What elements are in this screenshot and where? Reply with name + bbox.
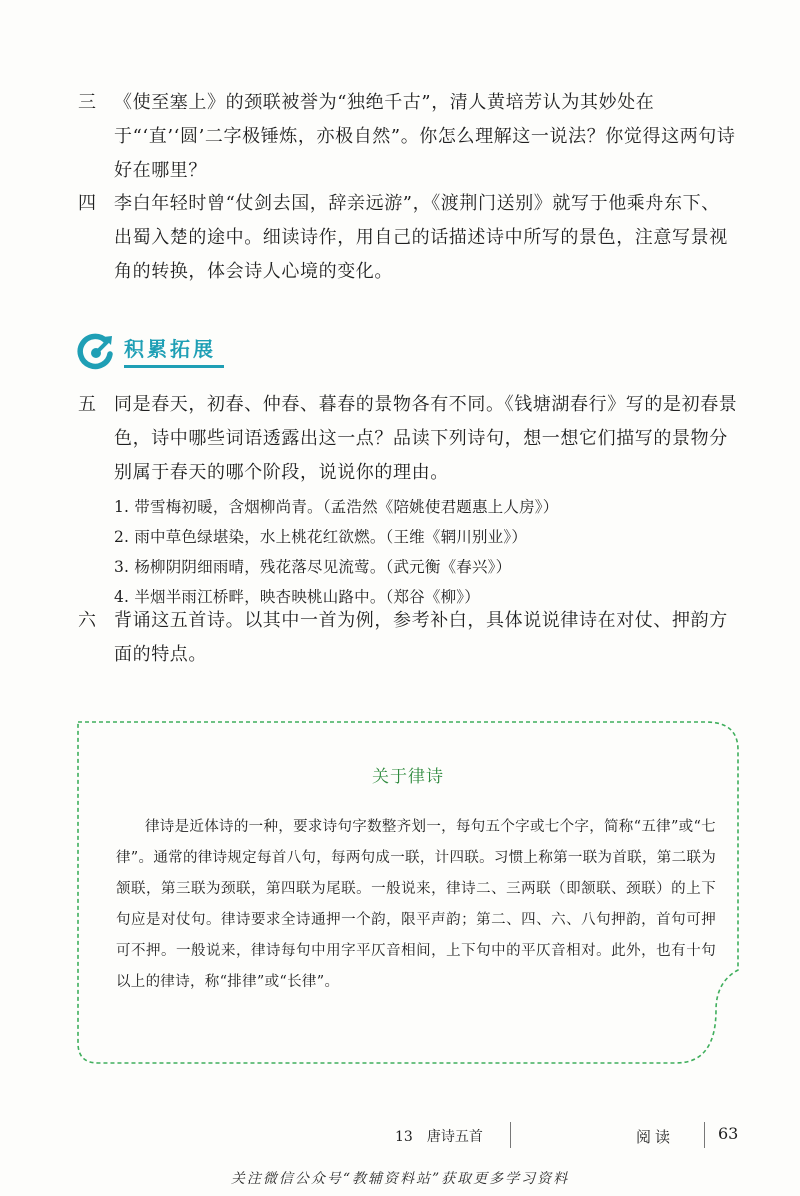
- list-item: 4. 半烟半雨江桥畔，映杏映桃山路中。（郑谷《柳》）: [114, 588, 480, 606]
- question-number: 六: [78, 610, 96, 631]
- watermark: 关注微信公众号“教辅资料站”获取更多学习资料: [230, 1171, 570, 1187]
- question-3: [78, 86, 738, 188]
- footer-section: 阅读: [636, 1128, 675, 1146]
- section-heading: [76, 330, 216, 374]
- question-text: 背诵这五首诗。以其中一首为例，参考补白，具体说说律诗在对仗、押韵方面的特点。: [114, 610, 728, 665]
- question-number: 四: [78, 193, 96, 214]
- sidebar-note-box: [76, 720, 740, 1065]
- section-arrow-icon: [76, 332, 116, 372]
- question-text: 李白年轻时曾“仗剑去国，辞亲远游”，《渡荆门送别》就写于他乘舟东下、出蜀入楚的途中。细读诗作，用自己的话描述诗中所写的景色，注意写景视角的转换，体会诗人心境的变化。: [114, 193, 728, 282]
- footer-divider: [704, 1122, 705, 1148]
- footer-divider: [510, 1122, 511, 1148]
- box-title: 关于律诗: [372, 767, 444, 787]
- question-4: [78, 187, 738, 289]
- question-6: [78, 604, 738, 672]
- list-item: 1. 带雪梅初暖，含烟柳尚青。（孟浩然《陪姚使君题惠上人房》）: [114, 498, 559, 516]
- question-5: [78, 388, 738, 612]
- question-text: 同是春天，初春、仲春、暮春的景物各有不同。《钱塘湖春行》写的是初春景色，诗中哪些词语透露出这一点？品读下列诗句，想一想它们描写的景物分别属于春天的哪个阶段，说说你的理由。: [114, 394, 738, 483]
- list-item: 2. 雨中草色绿堪染，水上桃花红欲燃。（王维《辋川别业》）: [114, 528, 528, 546]
- footer-lesson: 13 唐诗五首: [395, 1129, 483, 1145]
- page-number: 63: [718, 1124, 739, 1143]
- question-number: 五: [78, 394, 96, 415]
- box-body: 律诗是近体诗的一种，要求诗句字数整齐划一，每句五个字或七个字，简称“五律”或“七律”。通常的律诗规定每首八句，每两句成一联，计四联。习惯上称第一联为首联，第二联为颔联，第三联为颈联，第四联为尾联。一般说来，律诗二、三两联（即颔联、颈联）的上下句应是对仗句。律诗要求全诗通押一个韵，限平声韵；第二、四、六、八句押韵，首句可押可不押。一般说来，律诗每句中用字平仄音相间，上下句中的平仄音相对。此外，也有十句以上的律诗，称“排律”或“长律”。: [116, 819, 716, 990]
- section-title: 积累拓展: [124, 333, 216, 368]
- question-number: 三: [78, 92, 96, 113]
- question-text: 《使至塞上》的颈联被誉为“独绝千古”，清人黄培芳认为其妙处在于“‘直’‘圆’二字极锤炼，亦极自然”。你怎么理解这一说法？你觉得这两句诗好在哪里？: [114, 92, 736, 181]
- poem-line-list: [114, 492, 738, 612]
- list-item: 3. 杨柳阴阴细雨晴，残花落尽见流莺。（武元衡《春兴》）: [114, 558, 512, 576]
